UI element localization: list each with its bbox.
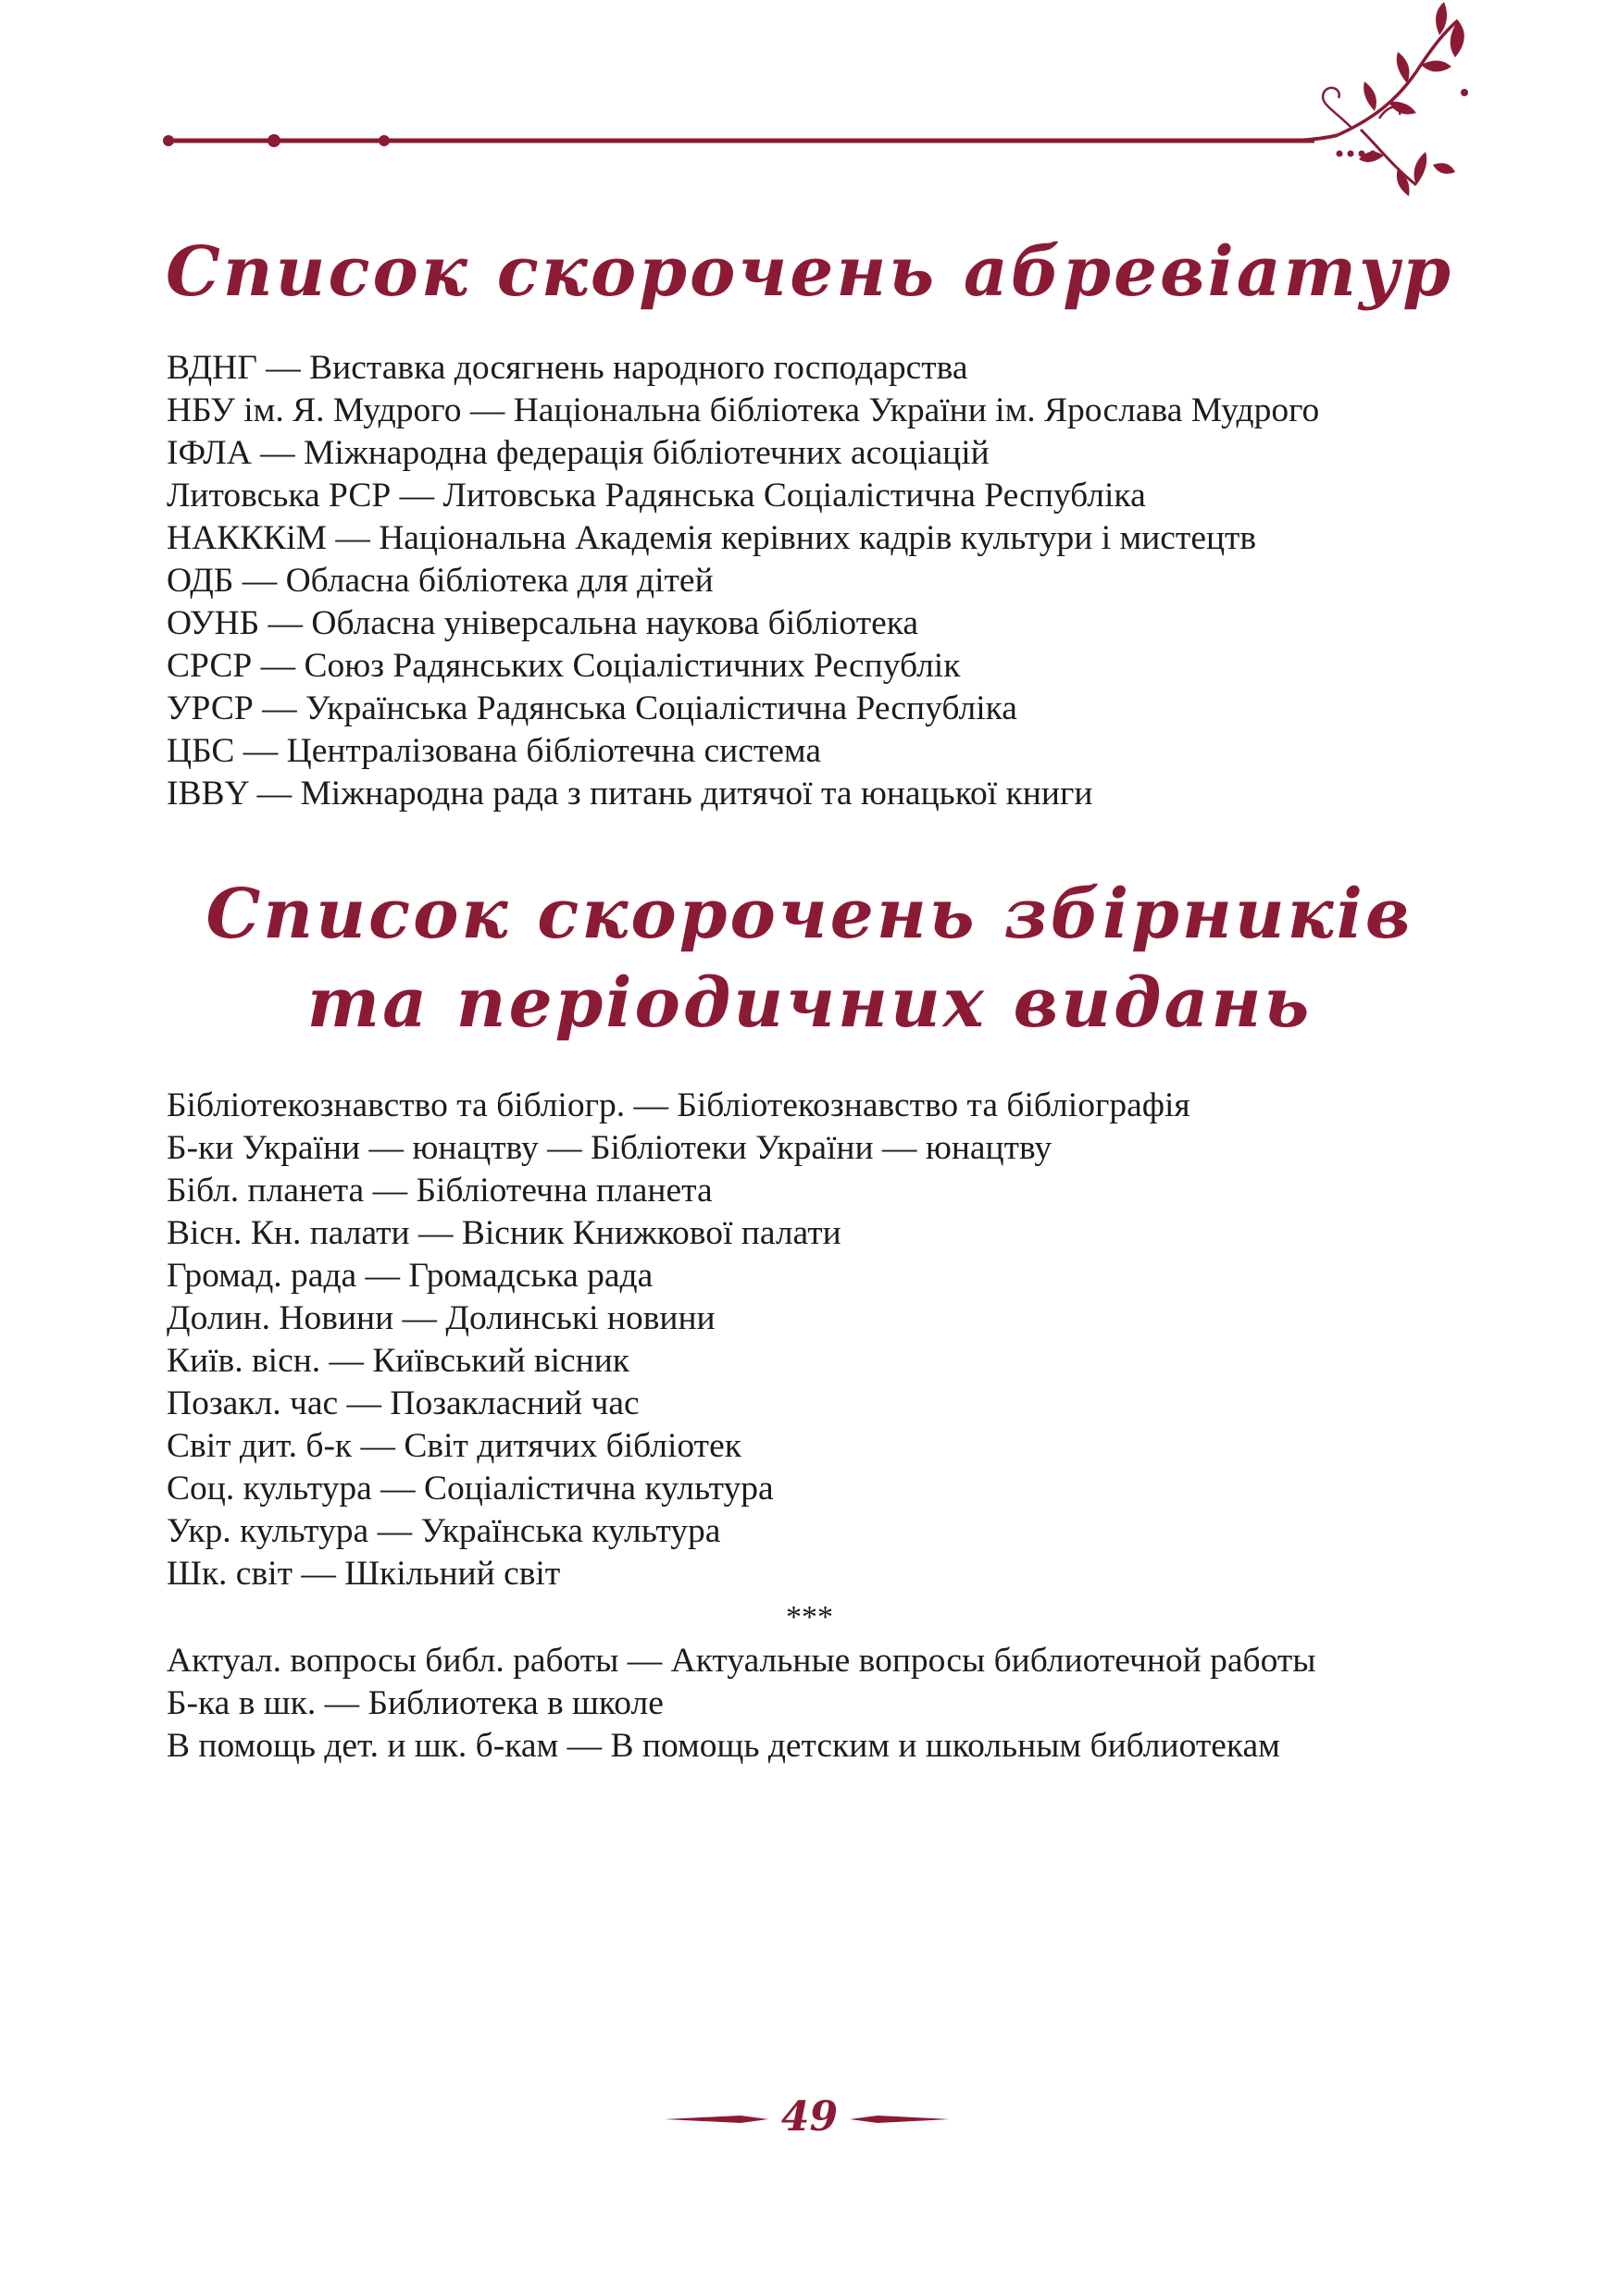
list-item: Бібл. планета — Бібліотечна планета: [167, 1172, 713, 1210]
list-item: ОДБ — Обласна бібліотека для дітей: [167, 562, 714, 600]
dot-line-ornament-icon: [163, 135, 174, 146]
periodicals-list: [167, 1085, 1481, 1595]
list-item: Бібліотекознавство та бібліогр. — Бібліотекознавство та бібліографія: [167, 1086, 1190, 1124]
list-item: Долин. Новини — Долинські новини: [167, 1299, 716, 1337]
list-item: Вісн. Кн. палати — Вісник Книжкової палати: [167, 1214, 841, 1252]
page-number: 49: [780, 2093, 839, 2141]
list-item: Литовська РСР — Литовська Радянська Соціалістична Республіка: [167, 477, 1146, 515]
floral-branch-ornament-icon: [1323, 2, 1468, 196]
section-title-abbreviations: Список скорочень абревіатур: [165, 232, 1454, 312]
header-ornament: [0, 0, 1619, 213]
list-item: Актуал. вопросы библ. работы — Актуальные вопросы библиотечной работы: [167, 1642, 1316, 1680]
list-item: ВДНГ — Виставка досягнень народного господарства: [167, 349, 968, 387]
list-item: Б-ка в шк. — Библиотека в школе: [167, 1684, 664, 1722]
list-item: ЦБС — Централізована бібліотечна система: [167, 732, 821, 770]
list-item: Громад. рада — Громадська рада: [167, 1257, 654, 1295]
list-item: IBBY — Міжнародна рада з питань дитячої та юнацької книги: [167, 775, 1093, 813]
section-separator: ***: [786, 1600, 833, 1634]
list-item: Шк. світ — Шкільний світ: [167, 1555, 561, 1593]
list-item: НБУ ім. Я. Мудрого — Національна бібліотека України ім. Ярослава Мудрого: [167, 391, 1320, 429]
list-item: Київ. вісн. — Київський вісник: [167, 1342, 630, 1380]
abbreviations-list: [167, 347, 1481, 815]
list-item: В помощь дет. и шк. б-кам — В помощь детским и школьным библиотекам: [167, 1727, 1280, 1765]
list-item: УРСР — Українська Радянська Соціалістична Республіка: [167, 689, 1017, 727]
list-item: ОУНБ — Обласна універсальна наукова бібліотека: [167, 604, 919, 642]
list-item: ІФЛА — Міжнародна федерація бібліотечних асоціацій: [167, 434, 990, 472]
list-item: Світ дит. б-к — Світ дитячих бібліотек: [167, 1427, 741, 1465]
section-title-periodicals: Список скорочень збірників та періодичних видань: [205, 875, 1414, 1043]
list-item: Укр. культура — Українська культура: [167, 1512, 721, 1550]
list-item: Соц. культура — Соціалістична культура: [167, 1470, 774, 1508]
list-item: СРСР — Союз Радянських Соціалістичних Республік: [167, 647, 961, 685]
periodicals-ru-list: [167, 1640, 1481, 1768]
list-item: Б-ки України — юнацтву — Бібліотеки України — юнацтву: [167, 1129, 1052, 1167]
list-item: Позакл. час — Позакласний час: [167, 1384, 640, 1422]
list-item: НАКККіМ — Національна Академія керівних кадрів культури і мистецтв: [167, 519, 1257, 557]
